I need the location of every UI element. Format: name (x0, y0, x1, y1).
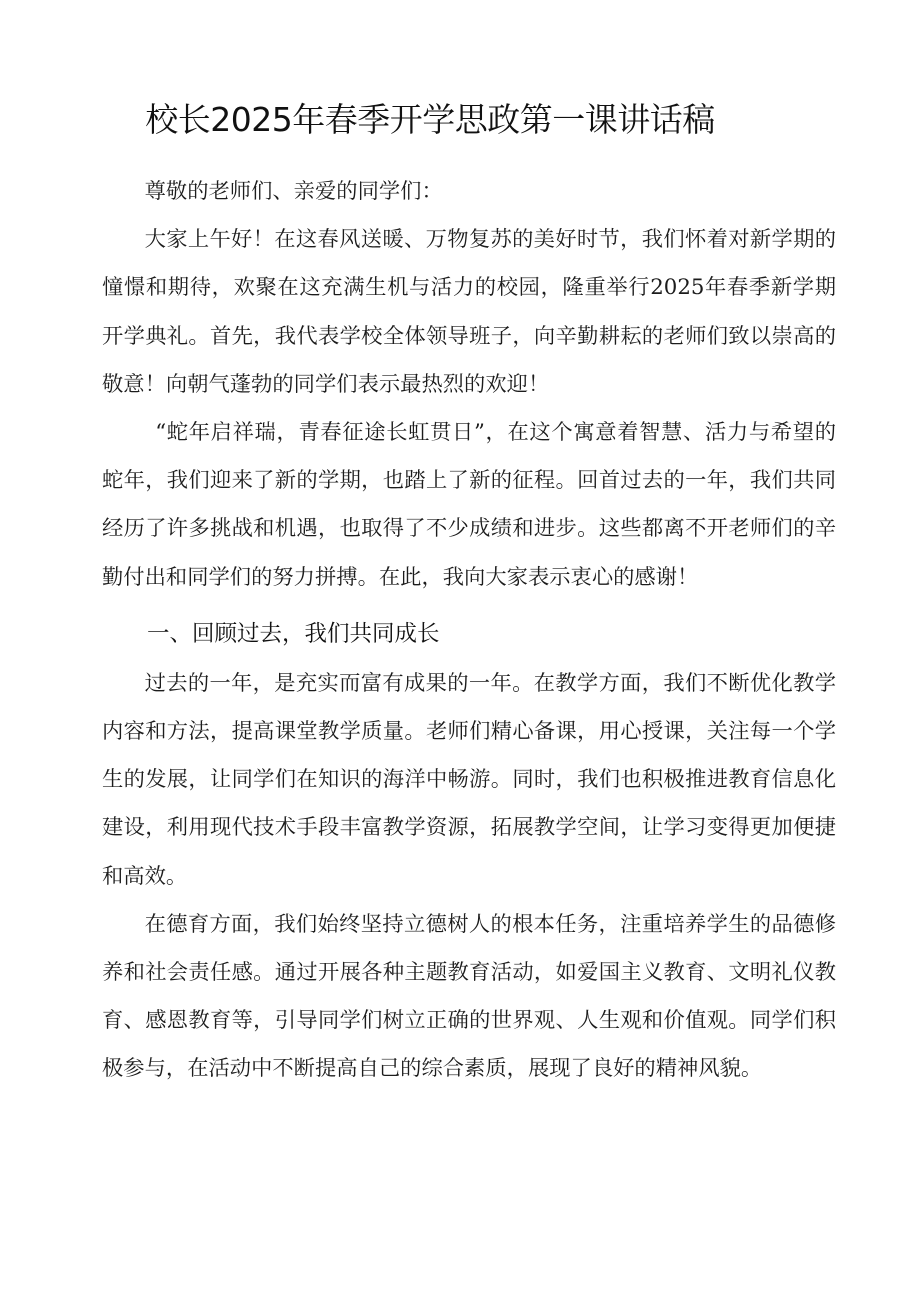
document-title: 校长2025年春季开学思政第一课讲话稿 (145, 100, 715, 139)
section-heading: 一、回顾过去，我们共同成长 (147, 620, 440, 647)
section-paragraph-moral-education: 在德育方面，我们始终坚持立德树人的根本任务，注重培养学生的品德修养和社会责任感。通过开展各种主题教育活动，如爱国主义教育、文明礼仪教育、感恩教育等，引导同学们树立正确的世界观、人生观和价值观。同学们积极参与，在活动中不断提高自己的综合素质，展现了良好的精神风貌。 (102, 911, 836, 1082)
salutation: 尊敬的老师们、亲爱的同学们： (144, 179, 443, 204)
quote-paragraph: “蛇年启祥瑞，青春征途长虹贯日”，在这个寓意着智慧、活力与希望的蛇年，我们迎来了新的学期，也踏上了新的征程。回首过去的一年，我们共同经历了许多挑战和机遇，也取得了不少成绩和进步。这些都离不开老师们的辛勤付出和同学们的努力拼搏。在此，我向大家表示衷心的感谢！ (102, 420, 836, 590)
intro-paragraph: 大家上午好！在这春风送暖、万物复苏的美好时节，我们怀着对新学期的憧憬和期待，欢聚在这充满生机与活力的校园，隆重举行2025年春季新学期开学典礼。首先，我代表学校全体领导班子，向辛勤耕耘的老师们致以崇高的敬意！向朝气蓬勃的同学们表示最热烈的欢迎！ (102, 227, 836, 397)
document-body (102, 168, 836, 1094)
section-paragraph-teaching: 过去的一年，是充实而富有成果的一年。在教学方面，我们不断优化教学内容和方法，提高课堂教学质量。老师们精心备课，用心授课，关注每一个学生的发展，让同学们在知识的海洋中畅游。同时，我们也积极推进教育信息化建设，利用现代技术手段丰富教学资源，拓展教学空间，让学习变得更加便捷和高效。 (102, 670, 836, 889)
